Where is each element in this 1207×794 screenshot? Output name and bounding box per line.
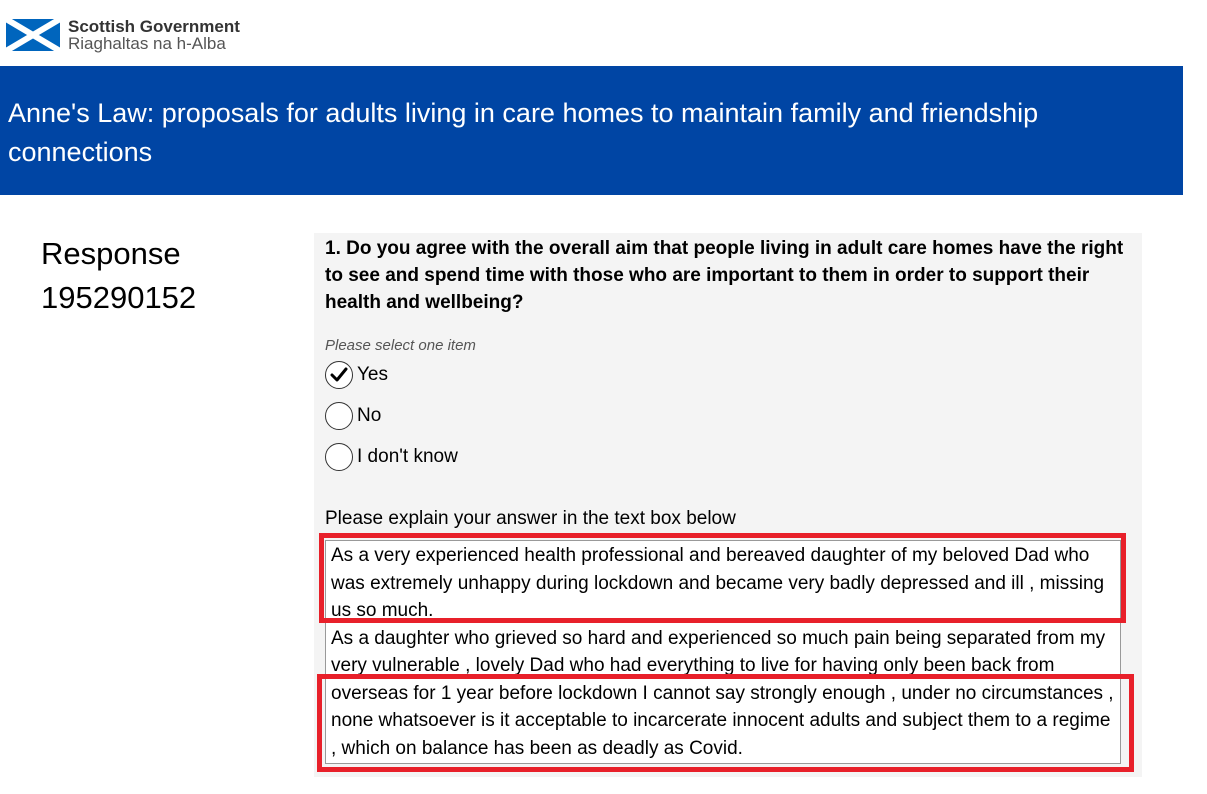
- page-title: Anne's Law: proposals for adults living in care homes to maintain family and friendship connections: [8, 98, 1039, 167]
- question-text: 1. Do you agree with the overall aim that people living in adult care homes have the right to see and spend time with those who are important to them in order to support their health and wellbeing?: [325, 238, 1124, 313]
- response-label: Response: [41, 236, 181, 271]
- answer-textbox[interactable]: [325, 540, 1121, 764]
- response-id: 195290152: [41, 280, 197, 315]
- checkmark-icon: [329, 365, 349, 385]
- radio-option-yes[interactable]: [325, 361, 388, 389]
- response-heading: [41, 232, 196, 320]
- radio-label: No: [357, 405, 382, 426]
- radio-label: I don't know: [357, 446, 458, 467]
- org-name-gaelic: Riaghaltas na h-Alba: [68, 34, 226, 53]
- radio-button[interactable]: [325, 402, 353, 430]
- answer-paragraph: As a daughter who grieved so hard and experienced so much pain being separated from my very vulnerable , lovely Dad who had everything to live for having only been back from overseas for 1 year before lockdown I cannot say strongly enough , under no circumstances , none whatsoever is it acceptable to incarcerate innocent adults and subject them to a regime , which on balance has been as deadly as Covid.: [331, 627, 1114, 759]
- radio-button[interactable]: [325, 443, 353, 471]
- question-hint: Please select one item: [325, 337, 476, 354]
- radio-button-checked[interactable]: [325, 361, 353, 389]
- answer-paragraph: As a very experienced health professional and bereaved daughter of my beloved Dad who was extremely unhappy during lockdown and became very badly depressed and ill , missing us so much.: [331, 545, 1105, 621]
- saltire-flag-icon: [6, 19, 60, 51]
- logo-text: [68, 18, 240, 52]
- radio-option-dont-know[interactable]: [325, 443, 458, 471]
- radio-label: Yes: [357, 364, 388, 385]
- org-name-english: Scottish Government: [68, 17, 240, 36]
- radio-option-no[interactable]: [325, 402, 381, 430]
- title-banner: [0, 66, 1183, 195]
- site-logo[interactable]: [6, 18, 240, 52]
- explain-label: Please explain your answer in the text box below: [325, 508, 736, 529]
